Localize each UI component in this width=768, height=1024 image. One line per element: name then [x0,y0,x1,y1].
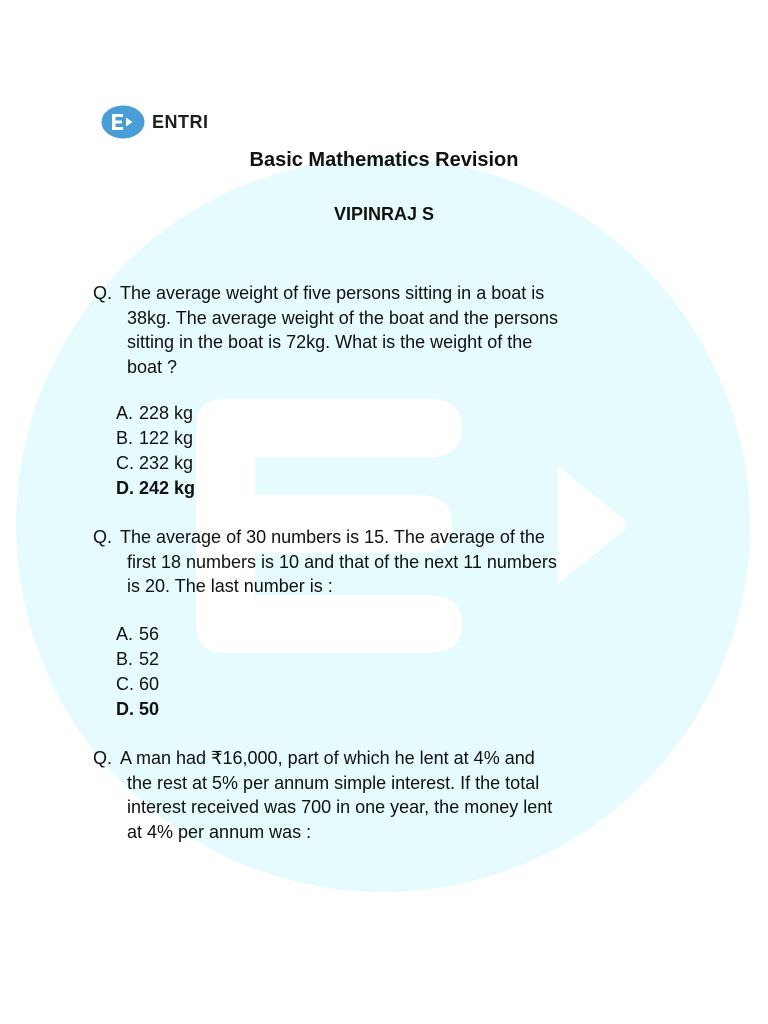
option-letter: B. [116,649,134,669]
question-line: is 20. The last number is : [127,576,333,596]
option-text: 50 [139,699,160,719]
question-line [93,281,643,306]
option-b [116,647,159,672]
question-line: the rest at 5% per annum simple interest. If the total [127,772,540,793]
option-a [116,401,195,426]
question-line [93,525,643,550]
option-b [116,426,195,451]
option-text: 228 kg [139,403,194,423]
option-letter: D. [116,478,134,498]
entri-logo-icon [101,105,145,139]
question-line: boat ? [127,356,178,377]
option-text: 232 kg [139,453,194,473]
option-letter: C. [116,453,134,473]
question-3 [93,746,643,844]
question-prefix: Q. [93,748,113,768]
option-letter: D. [116,699,134,719]
question-line: first 18 numbers is 10 and that of the next 11 numbers [127,551,557,572]
question-1 [93,281,643,379]
question-1-options [116,401,195,501]
question-text: The average weight of five persons sitting in a boat is [120,283,545,303]
option-text: 122 kg [139,428,194,448]
brand-name: ENTRI [152,111,209,132]
question-line: sitting in the boat is 72kg. What is the weight of the [127,332,533,352]
question-line [93,746,643,771]
option-letter: C. [116,674,134,694]
option-d-correct-answer [116,697,159,722]
author-name: VIPINRAJ S [333,204,435,224]
option-c [116,672,159,697]
question-prefix: Q. [93,283,113,303]
option-a [116,622,159,647]
option-letter: A. [116,403,134,423]
question-text: The average of 30 numbers is 15. The average of the [120,527,545,547]
question-line: interest received was 700 in one year, the money lent [127,797,553,817]
option-text: 52 [139,649,160,669]
question-prefix: Q. [93,527,113,547]
question-text: A man had ₹16,000, part of which he lent at 4% and [120,748,535,768]
page-title: Basic Mathematics Revision [249,149,519,171]
entri-logo [101,104,209,140]
option-letter: A. [116,624,134,644]
option-letter: B. [116,428,134,448]
question-2 [93,525,643,599]
option-text: 56 [139,624,160,644]
question-line: 38kg. The average weight of the boat and the persons [127,307,558,328]
option-d-correct-answer [116,476,195,501]
question-line: at 4% per annum was : [127,821,312,842]
question-2-options [116,622,159,722]
option-text: 242 kg [139,478,196,498]
option-text: 60 [139,674,160,694]
option-c [116,451,195,476]
